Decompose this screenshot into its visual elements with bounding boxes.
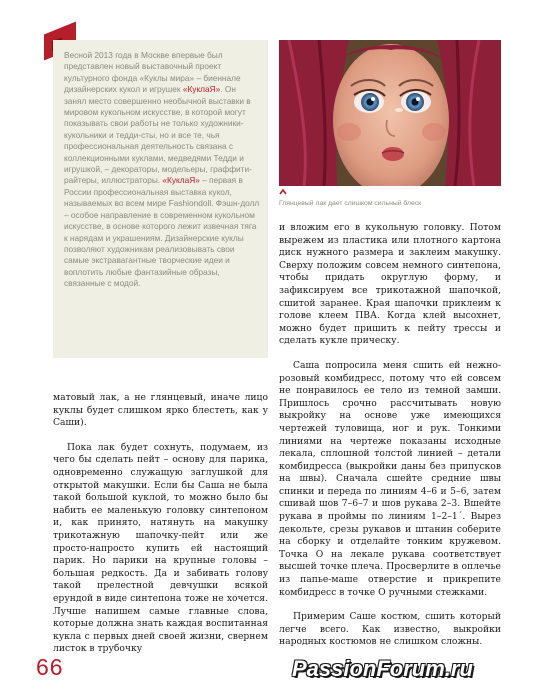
paragraph: Саша попросила меня сшить ей нежно-розовый комбидресс, потому что ей совсем не понравилось ее тело из темной замши. Пришлось срочно рассчитывать новую выкройку на основе уже имеющихся чертежей туловища, ног и рук. Тонкими линиями на чертеже показаны исходные лекала, сплошной толстой линией – детали комбидресса (выкройки даны без припусков на швы). Сначала сшейте средние швы спинки и переда по линиям 4–6 и 5–6, затем сшивай шов 7–6–7 и шов рукава 2–3. Вшейте рукава в проймы по линиям 1–2–1´. Вырез декольте, срезы рукавов и штанин соберите на сборку и отделайте тонким кружевом. Точка О на лекале рукава соответствует высшей точке плеча. Просверлите в оплечье из папье-маше отверстие и прикрепите комбидресс в точке О ручными стежками. xyxy=(279,359,501,598)
caret-up-icon xyxy=(279,188,287,196)
sidebar-text-1: Весной 2013 года в Москве впервые был представлен новый выставочный проект культурного фонда «Куклы мира» – биеннале дизайнерских кукол и игрушек xyxy=(64,50,241,95)
sidebar-text-3: – первая в России профессиональная выставка кукол, называемых во всем мире Fashiondoll. Фэшн-долл – особое направление в современном кукольном искусстве, в основе которого лежит извечная тяга к нарядам и украшениям. Дизайнерские куклы позволяют художникам реализовывать свои самые экстравагантные творческие идеи и воплотить любые фантазийные образы, связанные с модой. xyxy=(64,175,260,289)
paragraph: Пока лак будет сохнуть, подумаем, из чего бы сделать пейт – основу для парика, одновременно служащую заглушкой для открытой макушки. Если бы Саша не была такой большой куклой, то можно было бы набить ее маленькую головку синтепоном и, как принято, натянуть на макушку трикотажную шапочку-пейт или же просто-напросто купить ей настоящий парик. Но парики на крупные головы – большая редкость. Да и забивать голову такой прелестной девчушки всякой ерундой в виде синтепона тоже не хочется. Лучше напишем самые главные слова, которые должна знать каждая воспитанная кукла с первых дней своей жизни, свернем листок в трубочку xyxy=(53,441,268,655)
right-column xyxy=(279,222,501,649)
paragraph: Примерим Саше костюм, сшить который легче всего. Как известно, выкройки народных костюмов не слишком сложны. xyxy=(279,611,501,648)
site-watermark: PassionForum.ru xyxy=(292,656,473,681)
paragraph: и вложим его в кукольную головку. Потом вырежем из пластика или плотного картона диск нужного размера и заклеим макушку. Сверху положим совсем немного синтепона, чтобы придать округлую форму, и зафиксируем все трикотажной шапочкой, сшитой заранее. Края шапочки приклеим к голове клеем ПВА. Когда клей высохнет, можно будет пришить к пейту трессы и сделать кукле прическу. xyxy=(279,222,501,347)
paragraph: матовый лак, а не глянцевый, иначе лицо куклы будет слишком ярко блестеть, как у Саши). xyxy=(53,392,268,429)
left-column xyxy=(53,392,268,656)
doll-face-photo xyxy=(279,40,501,186)
brand-name: «КуклаЯ» xyxy=(182,84,221,95)
page-number: 66 xyxy=(36,654,64,680)
sidebar-text-2: . Он занял место совершенно необычной выставки в мировом кукольном искусстве, в которой могут показывать свои работы не только художники-кукольники и тедди-сты, но и все те, чья профессиональная деятельность связана с коллекционными куклами, медведями Тедди и игрушкой, – декораторы, модельеры, граффити-райтеры, иллюстраторы. xyxy=(64,84,252,186)
photo-caption: Глянцевый лак дает слишком сильный блеск xyxy=(279,200,422,207)
info-sidebar xyxy=(53,40,268,358)
brand-name: «КуклаЯ» xyxy=(162,175,200,186)
